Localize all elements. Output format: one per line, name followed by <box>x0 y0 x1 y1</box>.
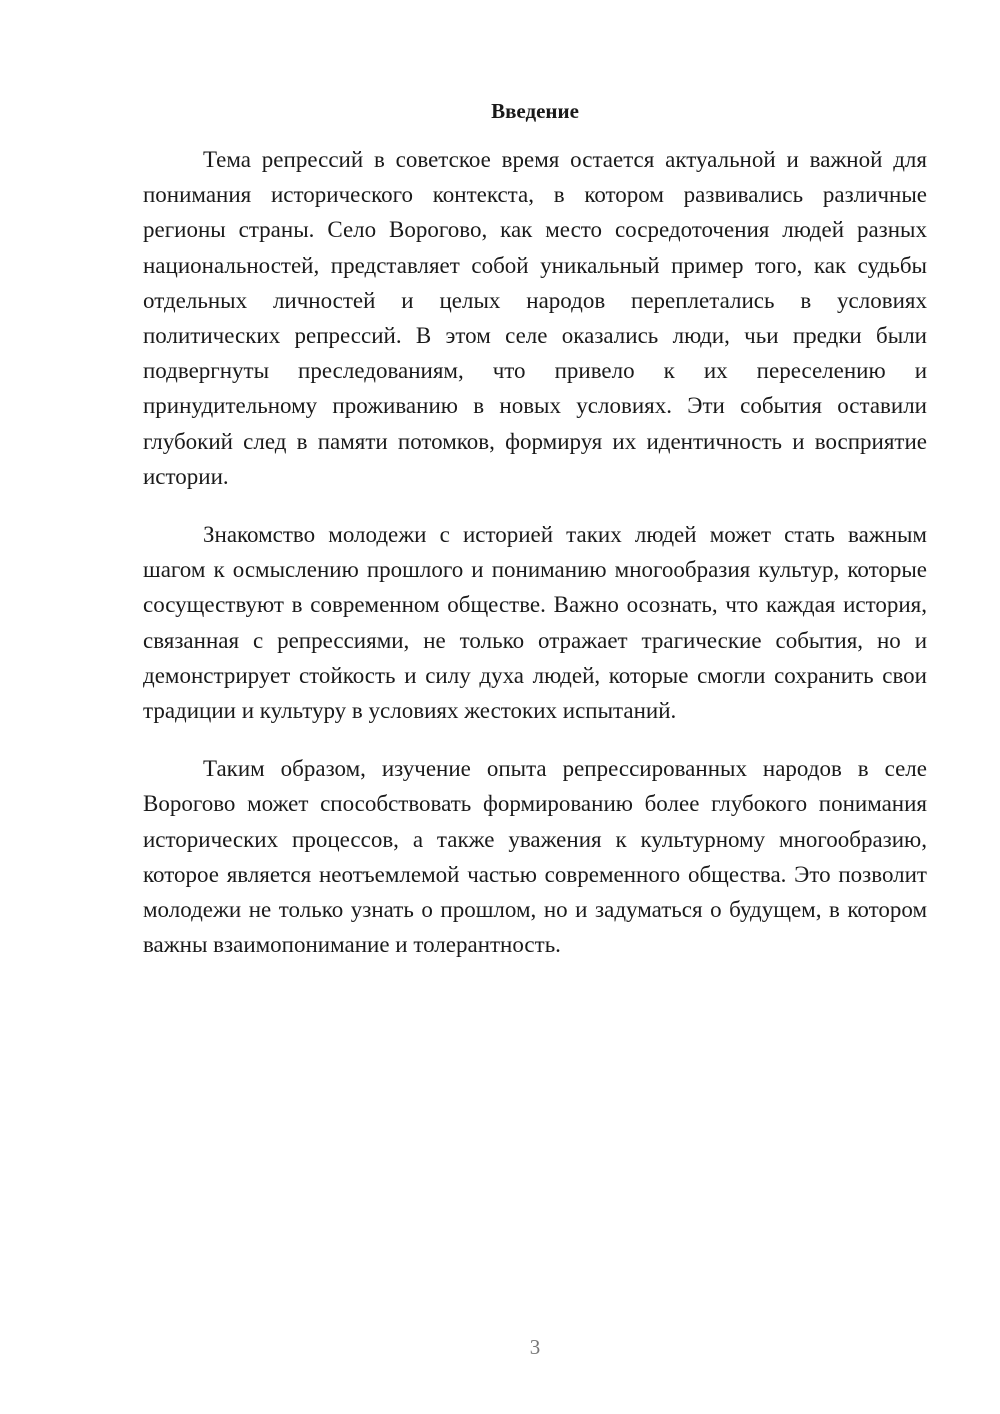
paragraph-1: Тема репрессий в советское время остается актуальной и важной для понимания исторического контекста, в котором развивались различные регионы страны. Село Ворогово, как место сосредоточения людей разных национальностей, представляет собой уникальный пример того, как судьбы отдельных личностей и целых народов переплетались в условиях политических репрессий. В этом селе оказались люди, чьи предки были подвергнуты преследованиям, что привело к их переселению и принудительному проживанию в новых условиях. Эти события оставили глубокий след в памяти потомков, формируя их идентичность и восприятие истории. <box>143 147 927 489</box>
body-text <box>143 142 927 985</box>
section-heading: Введение <box>491 99 579 123</box>
page-number: 3 <box>529 1335 541 1359</box>
paragraph-2: Знакомство молодежи с историей таких людей может стать важным шагом к осмыслению прошлого и пониманию многообразия культур, которые сосуществуют в современном обществе. Важно осознать, что каждая история, связанная с репрессиями, не только отражает трагические события, но и демонстрирует стойкость и силу духа людей, которые смогли сохранить свои традиции и культуру в условиях жестоких испытаний. <box>143 522 927 724</box>
paragraph-3: Таким образом, изучение опыта репрессированных народов в селе Ворогово может способствовать формированию более глубокого понимания исторических процессов, а также уважения к культурному многообразию, которое является неотъемлемой частью современного общества. Это позволит молодежи не только узнать о прошлом, но и задуматься о будущем, в котором важны взаимопонимание и толерантность. <box>143 756 927 958</box>
